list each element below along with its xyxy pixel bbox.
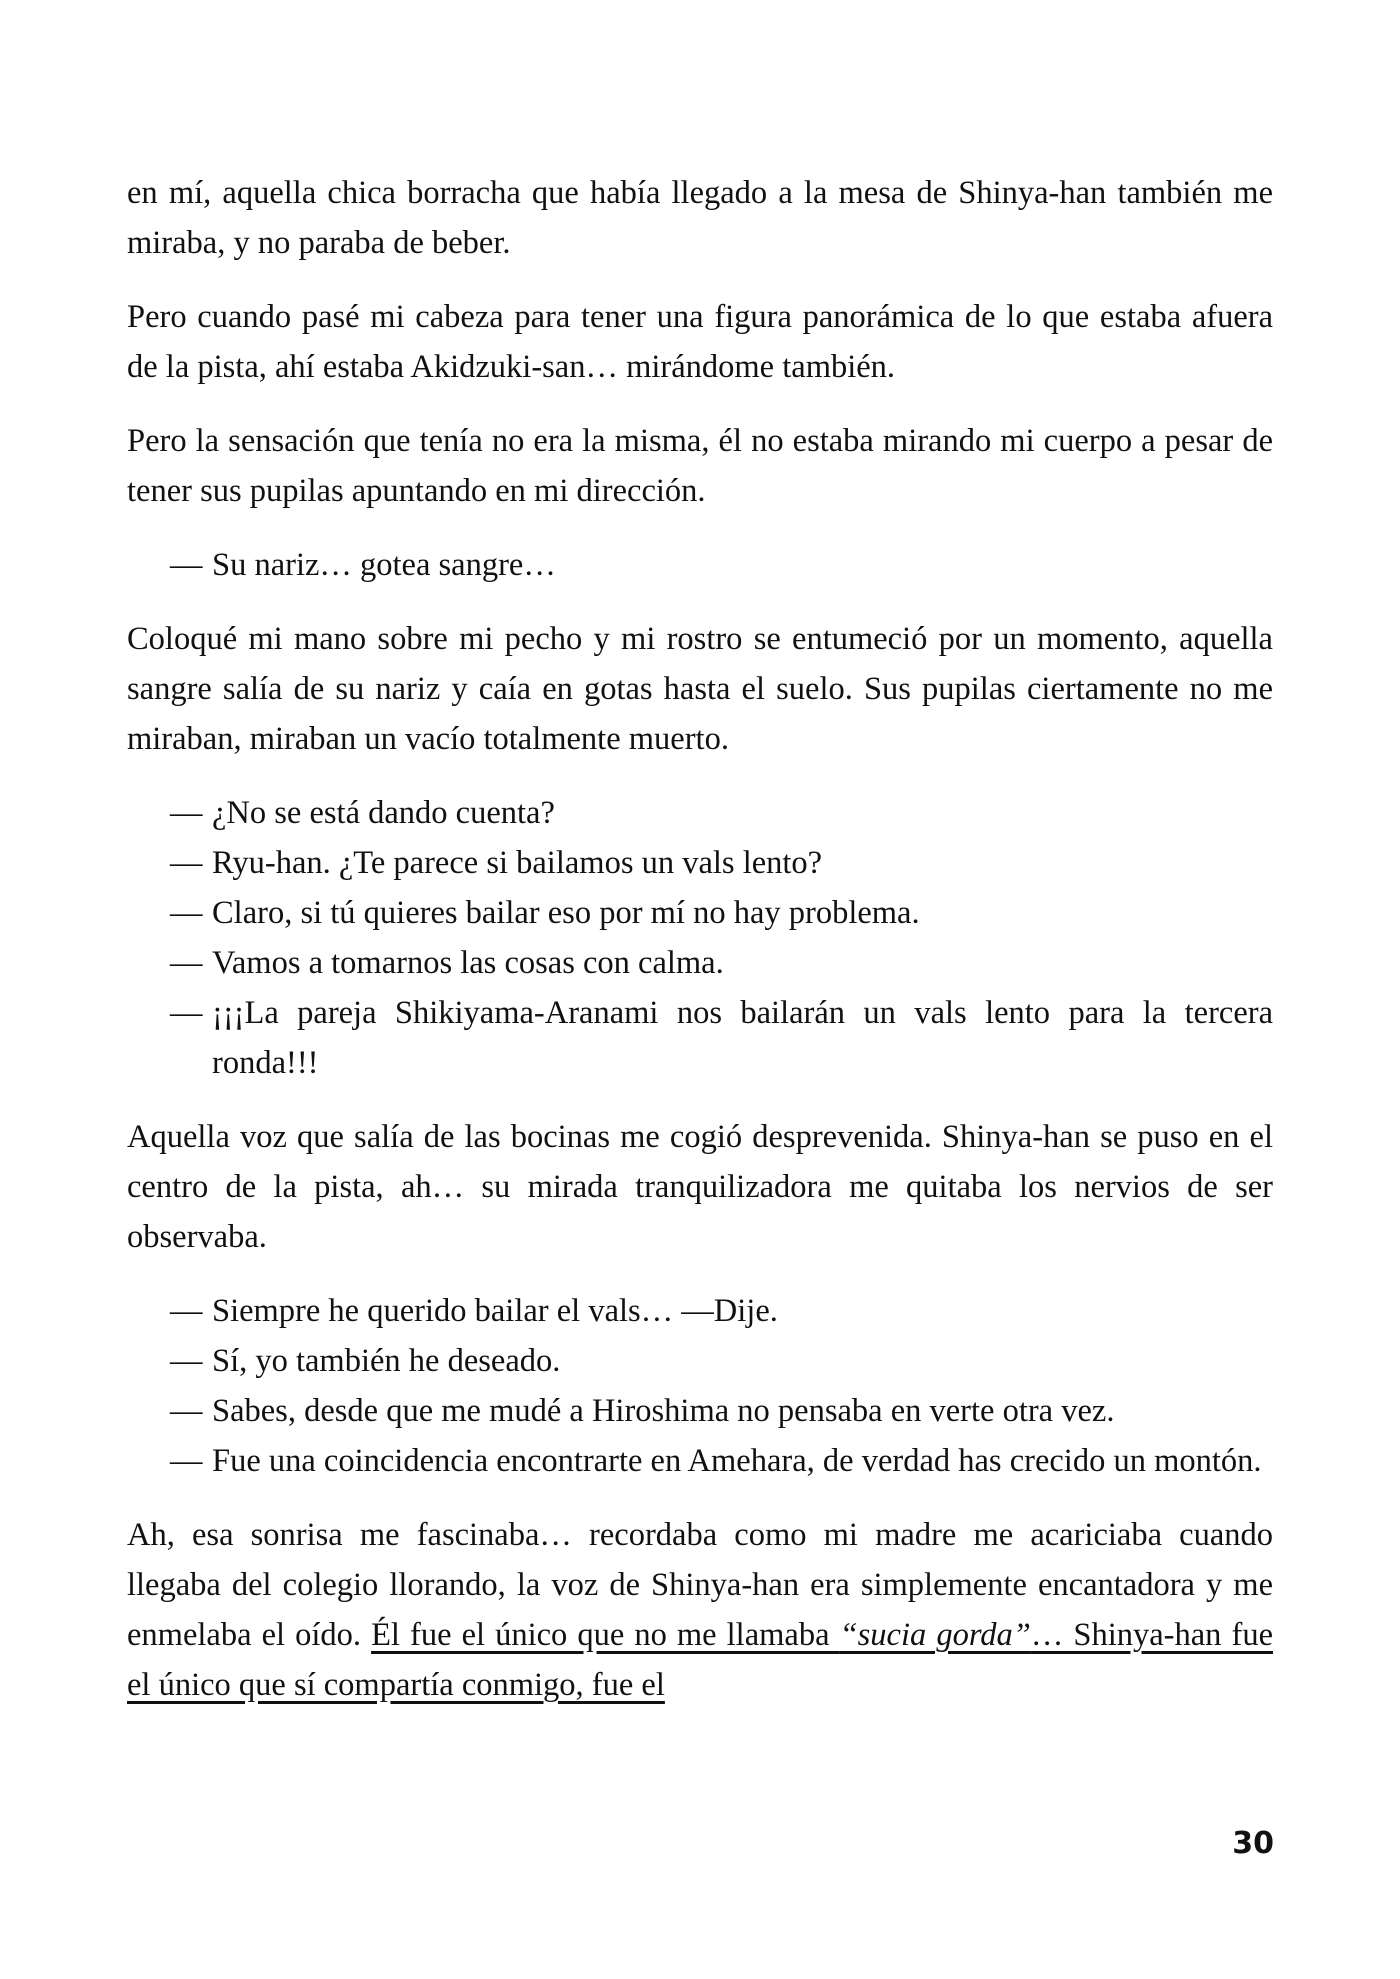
paragraph xyxy=(127,1510,1273,1710)
dialog-group xyxy=(127,788,1273,1088)
dialog-text: ¿No se está dando cuenta? xyxy=(212,795,555,831)
paragraph: Coloqué mi mano sobre mi pecho y mi rostro se entumeció por un momento, aquella sangre salía de su nariz y caía en gotas hasta el suelo. Sus pupilas ciertamente no me miraban, miraban un vacío totalmente muerto. xyxy=(127,621,1273,757)
page-number: 30 xyxy=(1232,1826,1274,1861)
underlined-text: Él fue el único que no me llamaba xyxy=(371,1617,840,1653)
dialog-text: Vamos a tomarnos las cosas con calma. xyxy=(212,945,724,981)
dialog-line xyxy=(127,1436,1273,1486)
dialog-group xyxy=(127,540,1273,590)
dialog-group xyxy=(127,1286,1273,1486)
dialog-line xyxy=(127,1286,1273,1336)
paragraph: Aquella voz que salía de las bocinas me cogió desprevenida. Shinya-han se puso en el centro de la pista, ah… su mirada tranquilizadora me quitaba los nervios de ser observaba. xyxy=(127,1119,1273,1255)
dialog-dash: — xyxy=(170,1393,203,1429)
dialog-dash: — xyxy=(170,795,203,831)
dialog-text: ¡¡¡La pareja Shikiyama-Aranami nos bailarán un vals lento para la tercera ronda!!! xyxy=(212,995,1273,1081)
paragraph: Pero cuando pasé mi cabeza para tener una figura panorámica de lo que estaba afuera de la pista, ahí estaba Akidzuki-san… mirándome también. xyxy=(127,299,1273,385)
paragraph-text: Ah, esa sonrisa me fascinaba… recordaba como mi madre me acariciaba cuando llegaba del colegio llorando, la voz de Shinya-han era simplemente encantadora y me enmelaba el oído. xyxy=(127,1517,1273,1653)
dialog-text: Fue una coincidencia encontrarte en Amehara, de verdad has crecido un montón. xyxy=(212,1443,1262,1479)
page-body xyxy=(127,168,1273,1734)
dialog-text: Sabes, desde que me mudé a Hiroshima no pensaba en verte otra vez. xyxy=(212,1393,1115,1429)
paragraph: Pero la sensación que tenía no era la misma, él no estaba mirando mi cuerpo a pesar de tener sus pupilas apuntando en mi dirección. xyxy=(127,423,1273,509)
dialog-line xyxy=(127,788,1273,838)
underlined-text: … Shinya-han fue el único que sí compartía conmigo, fue el xyxy=(127,1617,1273,1703)
dialog-text: Su nariz… gotea sangre… xyxy=(212,547,556,583)
dialog-dash: — xyxy=(170,995,203,1031)
underlined-italic-text: “sucia gorda” xyxy=(839,1617,1031,1653)
paragraph: en mí, aquella chica borracha que había llegado a la mesa de Shinya-han también me miraba, y no paraba de beber. xyxy=(127,175,1273,261)
dialog-text: Siempre he querido bailar el vals… —Dije. xyxy=(212,1293,778,1329)
dialog-line xyxy=(127,888,1273,938)
dialog-line xyxy=(127,988,1273,1088)
dialog-dash: — xyxy=(170,1343,203,1379)
dialog-text: Claro, si tú quieres bailar eso por mí no hay problema. xyxy=(212,895,920,931)
dialog-line xyxy=(127,838,1273,888)
dialog-line xyxy=(127,938,1273,988)
dialog-dash: — xyxy=(170,845,203,881)
dialog-line xyxy=(127,540,1273,590)
dialog-dash: — xyxy=(170,895,203,931)
dialog-line xyxy=(127,1336,1273,1386)
dialog-line xyxy=(127,1386,1273,1436)
dialog-dash: — xyxy=(170,1293,203,1329)
dialog-dash: — xyxy=(170,547,203,583)
dialog-text: Ryu-han. ¿Te parece si bailamos un vals lento? xyxy=(212,845,823,881)
dialog-dash: — xyxy=(170,945,203,981)
dialog-text: Sí, yo también he deseado. xyxy=(212,1343,561,1379)
dialog-dash: — xyxy=(170,1443,203,1479)
